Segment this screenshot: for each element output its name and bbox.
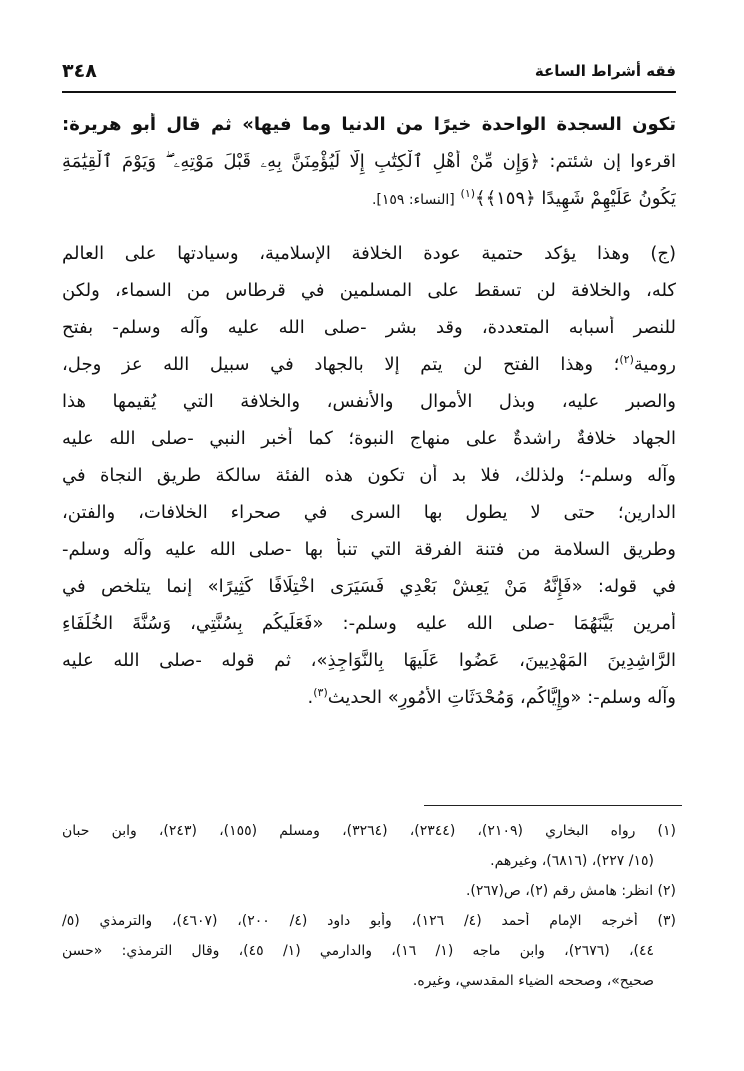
text-line [62, 353, 676, 390]
text-line: والصبر عليه، وبذل الأموال والأنفس، والخلافة التي يُقيمها هذا [62, 391, 676, 412]
footnote-line: صحيح»، وصححه الضياء المقدسي، وغيره. [412, 973, 654, 989]
text-line [62, 686, 676, 723]
text-line: وطريق السلامة من فتنة الفرقة التي تنبأ بها -صلى الله عليه وآله وسلم- [62, 539, 676, 560]
text-line: في قوله: «فَإِنَّهُ مَنْ يَعِشْ بَعْدِي فَسَيَرَى اخْتِلَافًا كَثِيرًا» إنما يتلخص في [62, 576, 676, 597]
text-line: تكون السجدة الواحدة خيرًا من الدنيا وما فيها» ثم قال أبو هريرة: [62, 114, 676, 135]
text-line: الجهاد خلافةٌ راشدةٌ على منهاج النبوة؛ كما أخبر النبي -صلى الله عليه [62, 428, 676, 449]
footnote-separator [424, 805, 682, 806]
footnote-line: (٢) انظر: هامش رقم (٢)، ص(٢٦٧). [465, 883, 676, 899]
text-line [62, 187, 676, 224]
main-text [62, 113, 676, 723]
text-line: الرَّاشِدِينَ المَهْدِيينَ، عَضُوا عَلَيهَا بِالنَّوَاجِذِ»، ثم قوله -صلى الله عليه [62, 650, 676, 671]
text-segment: ؛ وهذا الفتح لن يتم إلا بالجهاد في سبيل الله عز وجل، [62, 354, 620, 375]
footnote-line: (٣) أخرجه الإمام أحمد (٤/ ١٢٦)، وأبو داود (٤/ ٢٠٠)، (٤٦٠٧)، والترمذي (٥/ [62, 913, 676, 929]
page-number: ٣٤٨ [62, 60, 97, 82]
text-segment: . [307, 687, 314, 708]
text-line: وآله وسلم-؛ ولذلك، فلا بد أن تكون هذه الفئة سالكة طريق النجاة في [62, 465, 676, 486]
page-header [62, 56, 676, 92]
footnote-line: (١) رواه البخاري (٢١٠٩)، (٢٣٤٤)، (٣٢٦٤)، ومسلم (١٥٥)، (٢٤٣)، وابن حبان [62, 823, 676, 839]
text-segment: رومية [633, 354, 676, 375]
footnote-marker-1: (١) [460, 187, 476, 200]
text-line: الدارين؛ حتى لا يطول بها السرى في صحراء الخلافات، والفتن، [62, 502, 676, 523]
text-line: اقرءوا إن شئتم: ﴿وَإِن مِّنْ أَهْلِ ٱلْكِتَٰبِ إِلَّا لَيُؤْمِنَنَّ بِهِۦ قَبْلَ مَوْتِهِۦ ۖ وَيَوْمَ ٱلْقِيَٰمَةِ [62, 151, 676, 172]
footnote-line: ٤٤)، (٢٦٧٦)، وابن ماجه (١/ ١٦)، والدارمي (١/ ٤٥)، وقال الترمذي: «حسن [62, 943, 654, 959]
quran-verse-end: يَكُونُ عَلَيْهِمْ شَهِيدًا ﴿١٥٩﴾﴾ [475, 188, 676, 209]
verse-reference: [النساء: ١٥٩]. [371, 192, 455, 208]
footnote-marker-3: (٣) [313, 686, 328, 699]
text-line: أمرين بَيَّنَهُمَا -صلى الله عليه وسلم-: «فَعَلَيكُم بِسُنَّتِي، وَسُنَّةَ الخُلَفَاءِ [62, 613, 676, 634]
text-line: للنصر أسبابه المتعددة، وقد بشر -صلى الله عليه وآله وسلم- بفتح [62, 317, 676, 338]
footnote-line: (١٥/ ٢٢٧)، (٦٨١٦)، وغيرهم. [490, 853, 654, 869]
running-title: فقه أشراط الساعة [534, 62, 676, 80]
footnotes [62, 822, 676, 1002]
text-line: (ج) وهذا يؤكد حتمية عودة الخلافة الإسلامية، وسيادتها على العالم [62, 243, 676, 264]
text-segment: وآله وسلم-: «وإِيَّاكُم، وَمُحْدَثَاتِ الأُمُورِ» الحديث [327, 687, 676, 708]
header-rule [62, 91, 676, 93]
text-line: كله، والخلافة لن تسقط على المسلمين في قرطاس من السماء، ولكن [62, 280, 676, 301]
footnote-marker-2: (٢) [619, 353, 634, 366]
